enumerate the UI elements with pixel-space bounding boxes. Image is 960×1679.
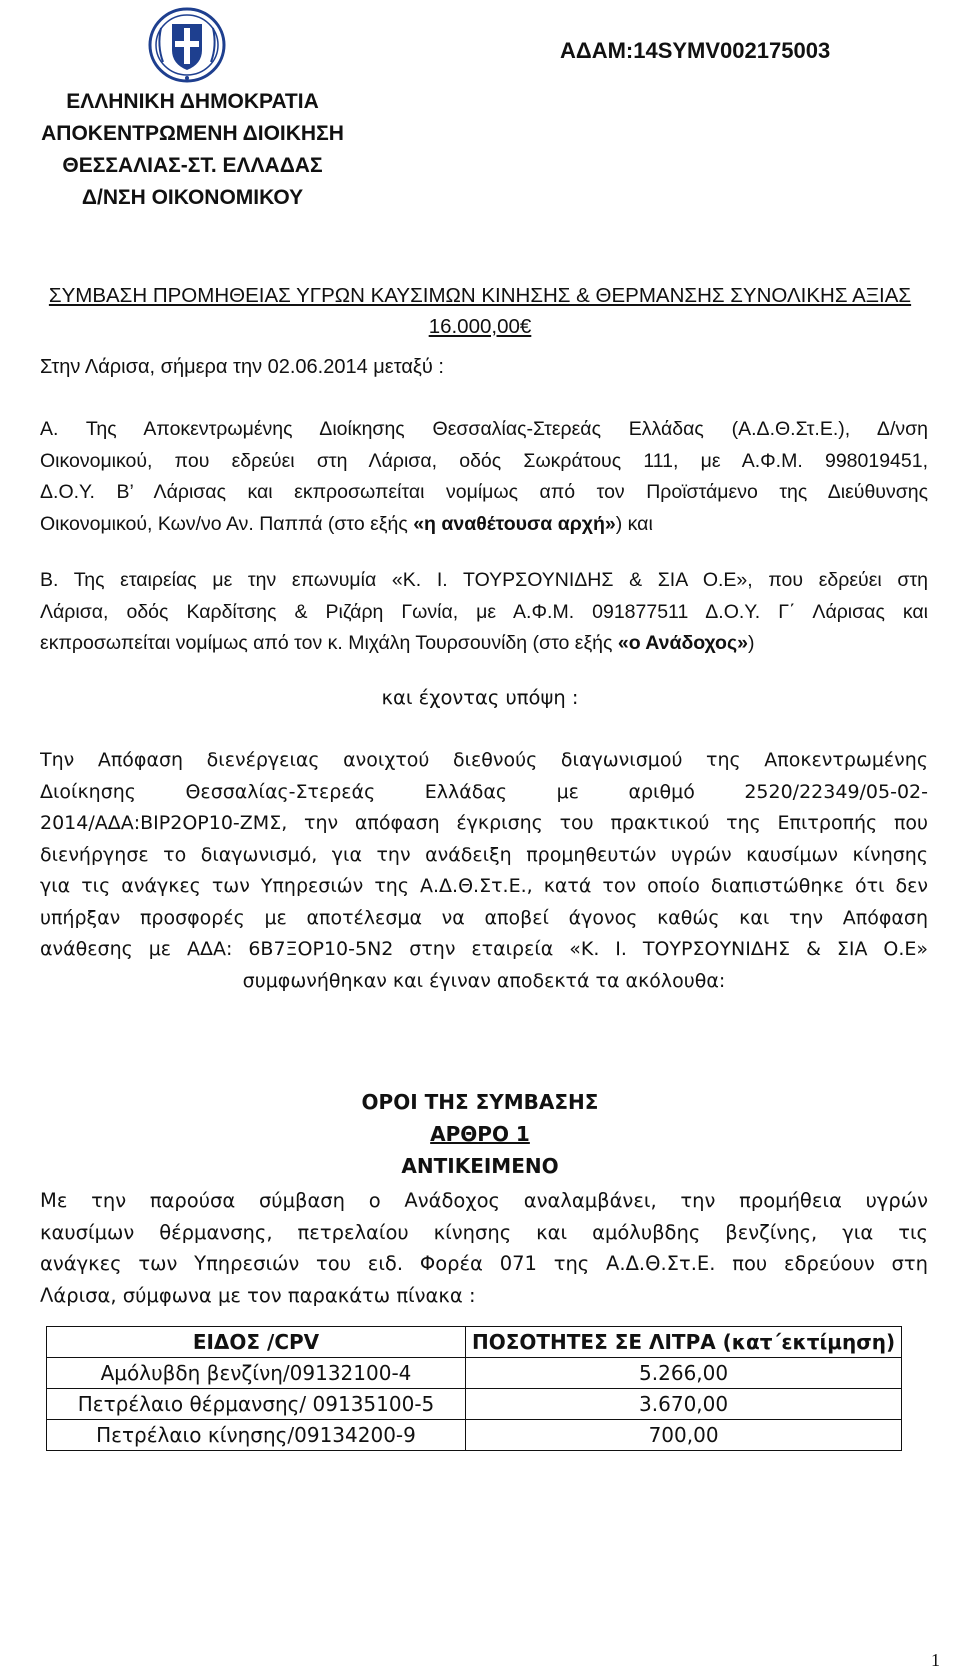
org-line: ΑΠΟΚΕΝΤΡΩΜΕΝΗ ΔΙΟΙΚΗΣΗ bbox=[41, 122, 344, 145]
intro-line: Στην Λάρισα, σήμερα την 02.06.2014 μεταξύ : bbox=[40, 356, 444, 378]
party-b-line: Β. Της εταιρείας με την επωνυμία «Κ. Ι. ΤΟΥΡΣΟΥΝΙΔΗΣ & ΣΙΑ Ο.Ε», που εδρεύει στη bbox=[40, 569, 928, 591]
decision-line: συμφωνήθηκαν και έγιναν αποδεκτά τα ακόλουθα: bbox=[242, 969, 726, 992]
decision-line: ανάθεσης με ΑΔΑ: 6Β7ΞΟΡ10-5Ν2 στην εταιρεία «Κ. Ι. ΤΟΥΡΣΟΥΝΙΔΗΣ & ΣΙΑ Ο.Ε» bbox=[40, 938, 928, 960]
subject-heading: ΑΝΤΙΚΕΙΜΕΝΟ bbox=[401, 1154, 559, 1178]
table-row bbox=[47, 1389, 902, 1420]
party-b-line: Λάρισα, οδός Καρδίτσης & Ριζάρη Γωνία, με Α.Φ.Μ. 091877511 Δ.Ο.Υ. Γ΄ Λάρισας και bbox=[40, 600, 928, 623]
quantities-table-wrapper bbox=[46, 1326, 902, 1451]
party-a bbox=[40, 414, 928, 540]
issuing-organization bbox=[10, 86, 375, 214]
decision-line: 2014/ΑΔΑ:ΒΙΡ2ΟΡ10-ΖΜΣ, την απόφαση έγκρισης του πρακτικού της Επιτροπής που bbox=[40, 812, 928, 834]
table-row bbox=[47, 1358, 902, 1389]
party-a-line: Οικονομικού, Κων/νο Αν. Παππά (στο εξής «η αναθέτουσα αρχή») και bbox=[40, 512, 653, 535]
party-b-line: εκπροσωπείται νομίμως από τον κ. Μιχάλη Τουρσουνίδη (στο εξής «ο Ανάδοχος») bbox=[40, 632, 755, 654]
org-line: Δ/ΝΣΗ ΟΙΚΟΝΟΜΙΚΟΥ bbox=[81, 186, 304, 209]
decision-line: διενήργησε το διαγωνισμό, για την ανάδειξη προμηθευτών υγρών καυσίμων κίνησης bbox=[40, 843, 928, 866]
table-cell: 700,00 bbox=[466, 1420, 902, 1451]
party-a-line: Α. Της Αποκεντρωμένης Διοίκησης Θεσσαλίας-Στερεάς Ελλάδας (Α.Δ.Θ.Στ.Ε.), Δ/νση bbox=[40, 418, 928, 440]
page-number: 1 bbox=[931, 1650, 940, 1670]
table-cell: Πετρέλαιο κίνησης/09134200-9 bbox=[47, 1420, 466, 1451]
terms-headings bbox=[0, 1086, 960, 1182]
terms-heading: ΟΡΟΙ ΤΗΣ ΣΥΜΒΑΣΗΣ bbox=[361, 1090, 599, 1114]
contracting-authority-term: «η αναθέτουσα αρχή» bbox=[413, 512, 616, 535]
decision-paragraph bbox=[40, 745, 928, 997]
table-cell: Πετρέλαιο θέρμανσης/ 09135100-5 bbox=[47, 1389, 466, 1420]
table-cell: 3.670,00 bbox=[466, 1389, 902, 1420]
org-line: ΕΛΛΗΝΙΚΗ ΔΗΜΟΚΡΑΤΙΑ bbox=[66, 90, 319, 113]
table-header: ΠΟΣΟΤΗΤΕΣ ΣΕ ΛΙΤΡΑ (κατ΄εκτίμηση) bbox=[466, 1327, 902, 1358]
article1-paragraph bbox=[40, 1185, 928, 1311]
decision-line: Την Απόφαση διενέργειας ανοιχτού διεθνούς διαγωνισμού της Αποκεντρωμένης bbox=[40, 749, 928, 771]
article1-line: ανάγκες των Υπηρεσιών του ειδ. Φορέα 071 της Α.Δ.Θ.Στ.Ε. που εδρεύουν στη bbox=[40, 1252, 928, 1275]
contract-value: 16.000,00€ bbox=[428, 315, 532, 338]
article1-line: Με την παρούσα σύμβαση ο Ανάδοχος αναλαμβάνει, την προμήθεια υγρών bbox=[40, 1189, 928, 1212]
decision-line: για τις ανάγκες των Υπηρεσιών της Α.Δ.Θ.Στ.Ε., κατά τον οποίο διαπιστώθηκε ότι δεν bbox=[40, 875, 928, 897]
table-header-row bbox=[47, 1327, 902, 1358]
party-a-line: Οικονομικού, που εδρεύει στη Λάρισα, οδός Σωκράτους 111, με Α.Φ.Μ. 998019451, bbox=[40, 449, 928, 472]
table-row bbox=[47, 1420, 902, 1451]
contract-title bbox=[0, 280, 960, 342]
considering-line: και έχοντας υπόψη : bbox=[381, 686, 579, 709]
greek-coat-of-arms-emblem bbox=[147, 6, 227, 84]
party-a-line: Δ.Ο.Υ. Β’ Λάρισας και εκπροσωπείται νομίμως από τον Προϊστάμενο της Διεύθυνσης bbox=[40, 481, 928, 503]
decision-line: Διοίκησης Θεσσαλίας-Στερεάς Ελλάδας με αριθμό 2520/22349/05-02- bbox=[40, 780, 928, 803]
table-cell: Αμόλυβδη βενζίνη/09132100-4 bbox=[47, 1358, 466, 1389]
contract-title-line: ΣΥΜΒΑΣΗ ΠΡΟΜΗΘΕΙΑΣ ΥΓΡΩΝ ΚΑΥΣΙΜΩΝ ΚΙΝΗΣΗΣ & ΘΕΡΜΑΝΣΗΣ ΣΥΝΟΛΙΚΗΣ ΑΞΙΑΣ bbox=[48, 284, 912, 307]
table-header: ΕΙΔΟΣ /CPV bbox=[47, 1327, 466, 1358]
article1-line: Λάρισα, σύμφωνα με τον παρακάτω πίνακα : bbox=[40, 1283, 476, 1307]
article1-line: καυσίμων θέρμανσης, πετρελαίου κίνησης και αμόλυβδης βενζίνης, για τις bbox=[40, 1220, 928, 1244]
decision-line: υπήρξαν προσφορές με αποτέλεσμα να αποβεί άγονος καθώς και την Απόφαση bbox=[40, 906, 928, 929]
party-b bbox=[40, 565, 928, 660]
adam-number: ΑΔΑΜ:14SYMV002175003 bbox=[560, 38, 831, 63]
contractor-term: «ο Ανάδοχος» bbox=[617, 632, 748, 654]
table-cell: 5.266,00 bbox=[466, 1358, 902, 1389]
article-heading: ΑΡΘΡΟ 1 bbox=[430, 1122, 530, 1146]
quantities-table bbox=[46, 1326, 902, 1451]
org-line: ΘΕΣΣΑΛΙΑΣ-ΣΤ. ΕΛΛΑΔΑΣ bbox=[62, 154, 323, 177]
